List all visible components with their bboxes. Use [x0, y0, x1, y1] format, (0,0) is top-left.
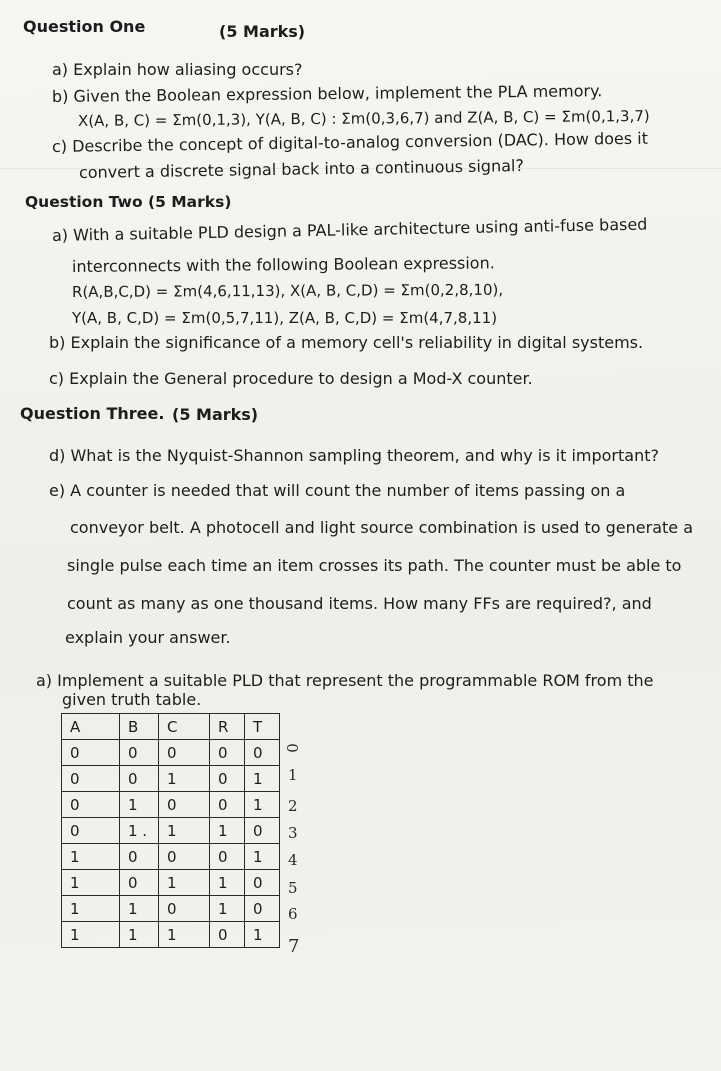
table-row [62, 740, 280, 766]
cell-b: 0 [120, 766, 159, 792]
cell-t: 1 [245, 766, 280, 792]
cell-r: 0 [210, 844, 245, 870]
cell-b: 1 [120, 792, 159, 818]
question-one-title: Question One [23, 17, 146, 36]
cell-a: 0 [62, 740, 120, 766]
cell-t: 0 [245, 896, 280, 922]
question-one-marks: (5 Marks) [219, 22, 306, 41]
q3-item-a-line2: given truth table. [62, 690, 202, 709]
cell-r: 0 [210, 766, 245, 792]
q3-item-e-line2: conveyor belt. A photocell and light source combination is used to generate a [70, 518, 694, 537]
question-two-title: Question Two (5 Marks) [25, 193, 232, 211]
cell-t: 0 [245, 870, 280, 896]
cell-t: 1 [245, 922, 280, 948]
handwritten-note-1: 1 [288, 766, 298, 784]
cell-c: 1 [159, 870, 210, 896]
handwritten-note-0: 0 [283, 743, 302, 753]
handwritten-note-4: 4 [288, 851, 298, 869]
truth-table-header-row [62, 714, 280, 740]
q3-item-e-line1: e) A counter is needed that will count the number of items passing on a [49, 481, 626, 500]
question-three-title: Question Three. [20, 404, 165, 423]
cell-r: 1 [210, 818, 245, 844]
cell-a: 1 [62, 922, 120, 948]
table-row [62, 870, 280, 896]
q1-item-b-expressions: X(A, B, C) = Σm(0,1,3), Y(A, B, C) : Σm(0,3,6,7) and Z(A, B, C) = Σm(0,1,3,7) [77, 107, 650, 130]
table-row [62, 922, 280, 948]
cell-a: 0 [62, 818, 120, 844]
question-three-marks: (5 Marks) [172, 405, 259, 424]
cell-b: 1 [120, 922, 159, 948]
table-row [62, 844, 280, 870]
table-row [62, 792, 280, 818]
q3-item-a-line1: a) Implement a suitable PLD that represent the programmable ROM from the [36, 671, 654, 690]
cell-c: 0 [159, 792, 210, 818]
cell-t: 1 [245, 844, 280, 870]
q2-item-a-line1: a) With a suitable PLD design a PAL-like architecture using anti-fuse based [51, 214, 648, 245]
handwritten-note-7: 7 [288, 936, 300, 957]
cell-a: 0 [62, 766, 120, 792]
q3-item-d: d) What is the Nyquist-Shannon sampling theorem, and why is it important? [49, 446, 659, 465]
q2-item-b: b) Explain the significance of a memory cell's reliability in digital systems. [49, 333, 644, 352]
q3-item-e-line3: single pulse each time an item crosses its path. The counter must be able to [67, 556, 682, 575]
truth-table [61, 713, 280, 948]
cell-r: 1 [210, 896, 245, 922]
cell-r: 0 [210, 740, 245, 766]
cell-r: 0 [210, 922, 245, 948]
cell-c: 1 [159, 922, 210, 948]
q1-item-c-line1: c) Describe the concept of digital-to-analog conversion (DAC). How does it [51, 128, 649, 156]
q1-item-c-line2: convert a discrete signal back into a continuous signal? [78, 156, 525, 182]
cell-t: 0 [245, 740, 280, 766]
cell-c: 0 [159, 844, 210, 870]
cell-b: 1 [120, 896, 159, 922]
cell-r: 1 [210, 870, 245, 896]
col-header-a: A [62, 714, 120, 740]
cell-a: 0 [62, 792, 120, 818]
table-row [62, 766, 280, 792]
q2-item-a-expressions-1: R(A,B,C,D) = Σm(4,6,11,13), X(A, B, C,D) = Σm(0,2,8,10), [71, 280, 504, 301]
cell-b: 0 [120, 740, 159, 766]
q2-item-a-line2: interconnects with the following Boolean expression. [71, 253, 495, 276]
cell-t: 1 [245, 792, 280, 818]
q1-item-b-line1: b) Given the Boolean expression below, implement the PLA memory. [51, 81, 603, 106]
cell-c: 1 [159, 766, 210, 792]
cell-c: 0 [159, 896, 210, 922]
col-header-t: T [245, 714, 280, 740]
q2-item-a-expressions-2: Y(A, B, C,D) = Σm(0,5,7,11), Z(A, B, C,D) = Σm(4,7,8,11) [72, 309, 498, 327]
q3-item-e-line4: count as many as one thousand items. How many FFs are required?, and [67, 594, 652, 613]
cell-c: 1 [159, 818, 210, 844]
cell-b: 1 . [120, 818, 159, 844]
q3-item-e-line5: explain your answer. [65, 628, 231, 647]
handwritten-note-2: 2 [288, 797, 298, 815]
handwritten-note-3: 3 [288, 824, 298, 842]
cell-b: 0 [120, 870, 159, 896]
handwritten-note-5: 5 [288, 879, 298, 897]
table-row [62, 896, 280, 922]
cell-a: 1 [62, 844, 120, 870]
col-header-c: C [159, 714, 210, 740]
cell-b: 0 [120, 844, 159, 870]
cell-c: 0 [159, 740, 210, 766]
table-row [62, 818, 280, 844]
handwritten-note-6: 6 [288, 905, 298, 923]
q1-item-a: a) Explain how aliasing occurs? [52, 60, 303, 79]
cell-a: 1 [62, 896, 120, 922]
q2-item-c: c) Explain the General procedure to design a Mod-X counter. [49, 369, 533, 388]
col-header-b: B [120, 714, 159, 740]
cell-a: 1 [62, 870, 120, 896]
cell-t: 0 [245, 818, 280, 844]
cell-r: 0 [210, 792, 245, 818]
col-header-r: R [210, 714, 245, 740]
